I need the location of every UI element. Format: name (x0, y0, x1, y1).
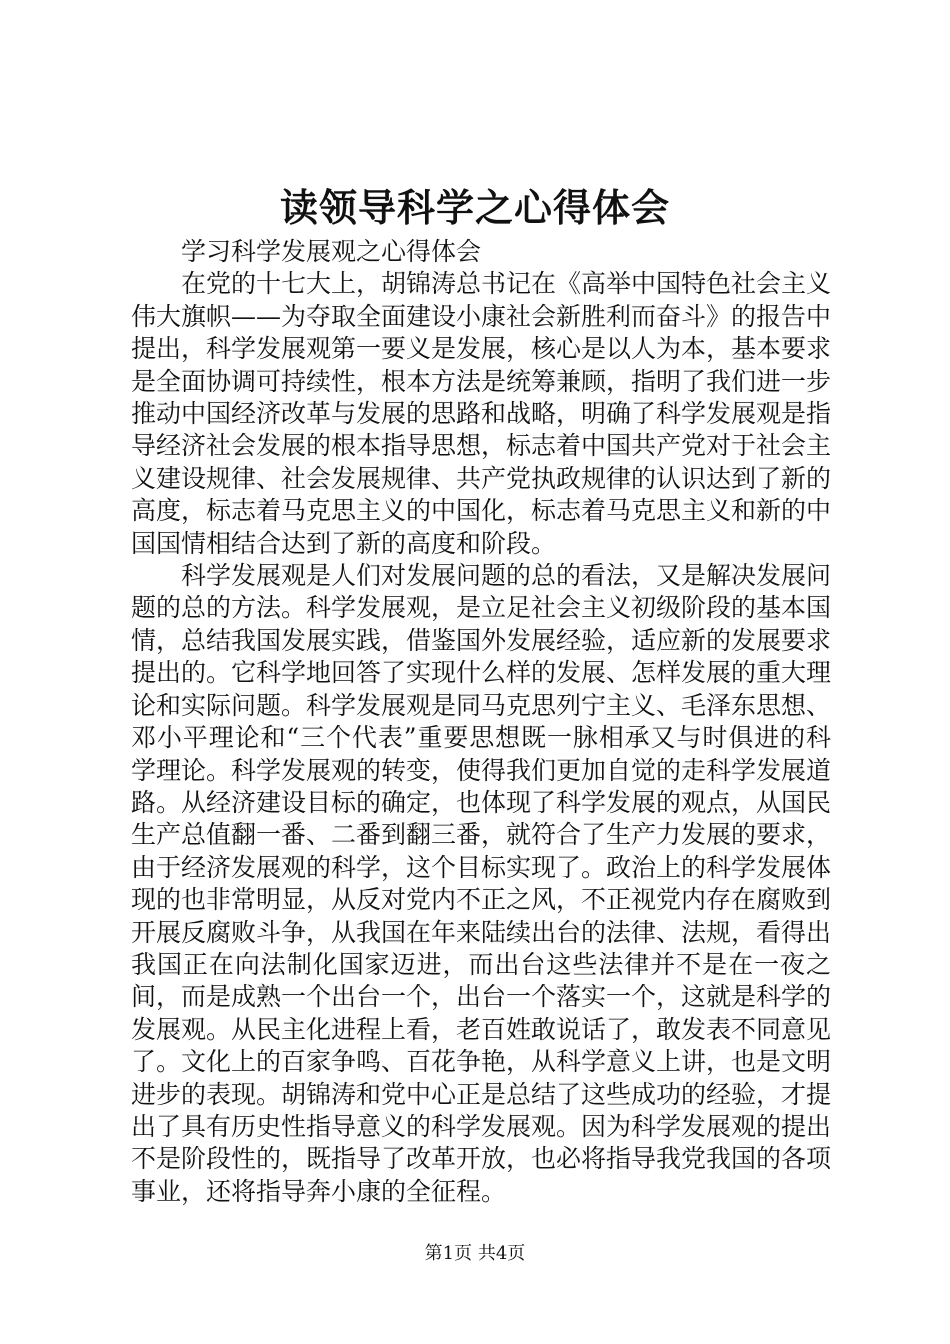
body-paragraph: 在党的十七大上，胡锦涛总书记在《高举中国特色社会主义伟大旗帜——为夺取全面建设小康社会新胜利而奋斗》的报告中提出，科学发展观第一要义是发展，核心是以人为本，基本要求是全面协调可持续性，根本方法是统筹兼顾，指明了我们进一步推动中国经济改革与发展的思路和战略，明确了科学发展观是指导经济社会发展的根本指导思想，标志着中国共产党对于社会主义建设规律、社会发展规律、共产党执政规律的认识达到了新的高度，标志着马克思主义的中国化，标志着马克思主义和新的中国国情相结合达到了新的高度和阶段。 (131, 269, 832, 558)
subtitle-paragraph: 学习科学发展观之心得体会 (181, 237, 482, 266)
document-title: 读领导科学之心得体会 (279, 185, 670, 230)
body-paragraph: 科学发展观是人们对发展问题的总的看法，又是解决发展问题的总的方法。科学发展观，是立足社会主义初级阶段的基本国情，总结我国发展实践，借鉴国外发展经验，适应新的发展要求提出的。它科学地回答了实现什么样的发展、怎样发展的重大理论和实际问题。科学发展观是同马克思列宁主义、毛泽东思想、邓小平理论和“三个代表”重要思想既一脉相承又与时俱进的科学理论。科学发展观的转变，使得我们更加自觉的走科学发展道路。从经济建设目标的确定，也体现了科学发展的观点，从国民生产总值翻一番、二番到翻三番，就符合了生产力发展的要求，由于经济发展观的科学，这个目标实现了。政治上的科学发展体现的也非常明显，从反对党内不正之风，不正视党内存在腐败到开展反腐败斗争，从我国在年来陆续出台的法律、法规，看得出我国正在向法制化国家迈进，而出台这些法律并不是在一夜之间，而是成熟一个出台一个，出台一个落实一个，这就是科学的发展观。从民主化进程上看，老百姓敢说话了，敢发表不同意见了。文化上的百家争鸣、百花争艳，从科学意义上讲，也是文明进步的表现。胡锦涛和党中心正是总结了这些成功的经验，才提出了具有历史性指导意义的科学发展观。因为科学发展观的提出不是阶段性的，既指导了改革开放，也必将指导我党我国的各项事业，还将指导奔小康的全征程。 (131, 561, 832, 1206)
document-body (131, 236, 831, 1208)
page-number-footer: 第1页 共4页 (424, 1243, 526, 1264)
